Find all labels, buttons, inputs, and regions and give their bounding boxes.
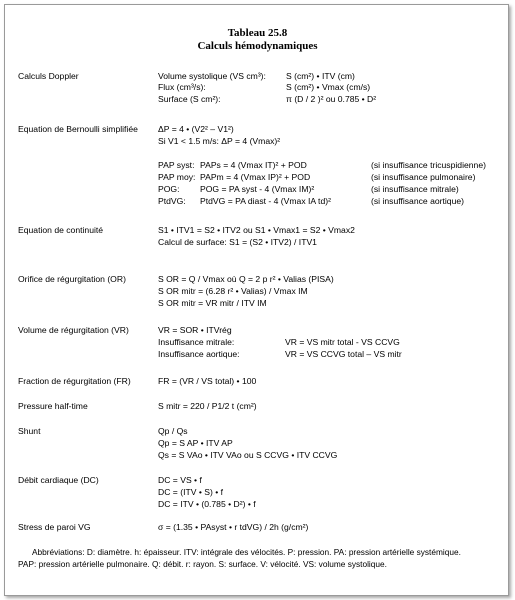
pressure-abbr: POG: [158, 184, 180, 194]
pressure-abbr: PtdVG: [158, 196, 186, 206]
footnote-line-2: PAP: pression artérielle pulmonaire. Q: débit. r: rayon. S: surface. V: vélocité. VS: volume systolique. [18, 559, 387, 569]
pressure-abbr: PAP syst: [158, 160, 195, 170]
table-subtitle: Calculs hémodynamiques [197, 40, 318, 52]
pressure-condition: (si insuffisance aortique) [371, 196, 464, 206]
volume-mitral-formula: VR = VS mitr total - VS CCVG [285, 337, 400, 347]
row-label-orifice: Orifice de régurgitation (OR) [18, 274, 126, 284]
pressure-condition: (si insuffisance tricuspidienne) [371, 160, 486, 170]
doppler-volume-name: Volume systolique (VS cm³): [158, 71, 266, 81]
shunt-qs: Qs = S VAo • ITV VAo ou S CCVG • ITV CCVG [158, 450, 338, 460]
doppler-flux-name: Flux (cm³/s): [158, 82, 206, 92]
doppler-volume-formula: S (cm²) • ITV (cm) [286, 71, 355, 81]
stress-formula: σ = (1.35 • PAsyst • r tdVG) / 2h (g/cm²) [158, 522, 309, 532]
row-label-bernoulli: Equation de Bernoulli simplifiée [18, 124, 138, 134]
volume-aortic-name: Insuffisance aortique: [158, 349, 240, 359]
pressure-formula: PAPm = 4 (Vmax IP)² + POD [200, 172, 311, 182]
abbreviations-footnote [18, 546, 498, 570]
pressure-formula: PtdVG = PA diast - 4 (Vmax IA td)² [200, 196, 331, 206]
row-label-debit: Débit cardiaque (DC) [18, 475, 99, 485]
pressure-condition: (si insuffisance pulmonaire) [371, 172, 476, 182]
row-label-doppler: Calculs Doppler [18, 71, 79, 81]
doppler-surface-name: Surface (S cm²): [158, 94, 221, 104]
continuite-formula: S1 • ITV1 = S2 • ITV2 ou S1 • Vmax1 = S2 • Vmax2 [158, 225, 355, 235]
row-label-stress: Stress de paroi VG [18, 522, 91, 532]
pressure-formula: POG = PA syst - 4 (Vmax IM)² [200, 184, 315, 194]
bernoulli-formula: ΔP = 4 • (V2² – V1²) [158, 124, 234, 134]
continuite-surface: Calcul de surface: S1 = (S2 • ITV2) / ITV1 [158, 237, 317, 247]
fraction-formula: FR = (VR / VS total) • 100 [158, 376, 257, 386]
volume-mitral-name: Insuffisance mitrale: [158, 337, 235, 347]
pressure-condition: (si insuffisance mitrale) [371, 184, 459, 194]
shunt-ratio: Qp / Qs [158, 426, 188, 436]
pressure-abbr: PAP moy: [158, 172, 196, 182]
volume-formula: VR = SOR • ITVrég [158, 325, 232, 335]
doppler-surface-formula: π (D / 2 )² ou 0.785 • D² [286, 94, 377, 104]
row-label-fraction: Fraction de régurgitation (FR) [18, 376, 131, 386]
volume-aortic-formula: VR = VS CCVG total – VS mitr [285, 349, 402, 359]
row-label-continuite: Equation de continuité [18, 225, 104, 235]
debit-formula-3: DC = ITV • (0.785 • D²) • f [158, 499, 256, 509]
debit-formula-2: DC = (ITV • S) • f [158, 487, 223, 497]
row-label-volume: Volume de régurgitation (VR) [18, 325, 129, 335]
debit-formula-1: DC = VS • f [158, 475, 202, 485]
bernoulli-simplified: Si V1 < 1.5 m/s: ΔP = 4 (Vmax)² [158, 136, 281, 146]
shunt-qp: Qp = S AP • ITV AP [158, 438, 233, 448]
pressure-formula: PAPs = 4 (Vmax IT)² + POD [200, 160, 307, 170]
orifice-formula-1: S OR = Q / Vmax où Q = 2 p r² • Valias (PISA) [158, 274, 334, 284]
orifice-formula-2: S OR mitr = (6.28 r² • Valias) / Vmax IM [158, 286, 308, 296]
halftime-formula: S mitr = 220 / P1/2 t (cm²) [158, 401, 257, 411]
footnote-line-1: Abbréviations: D: diamètre. h: épaisseur. ITV: intégrale des vélocités. P: pression. PA: pression artérielle systémique. [32, 547, 461, 557]
doppler-flux-formula: S (cm²) • Vmax (cm/s) [286, 82, 371, 92]
row-label-shunt: Shunt [18, 426, 41, 436]
row-label-halftime: Pressure half-time [18, 401, 88, 411]
table-title: Tableau 25.8 [227, 27, 288, 39]
orifice-formula-3: S OR mitr = VR mitr / ITV IM [158, 298, 267, 308]
